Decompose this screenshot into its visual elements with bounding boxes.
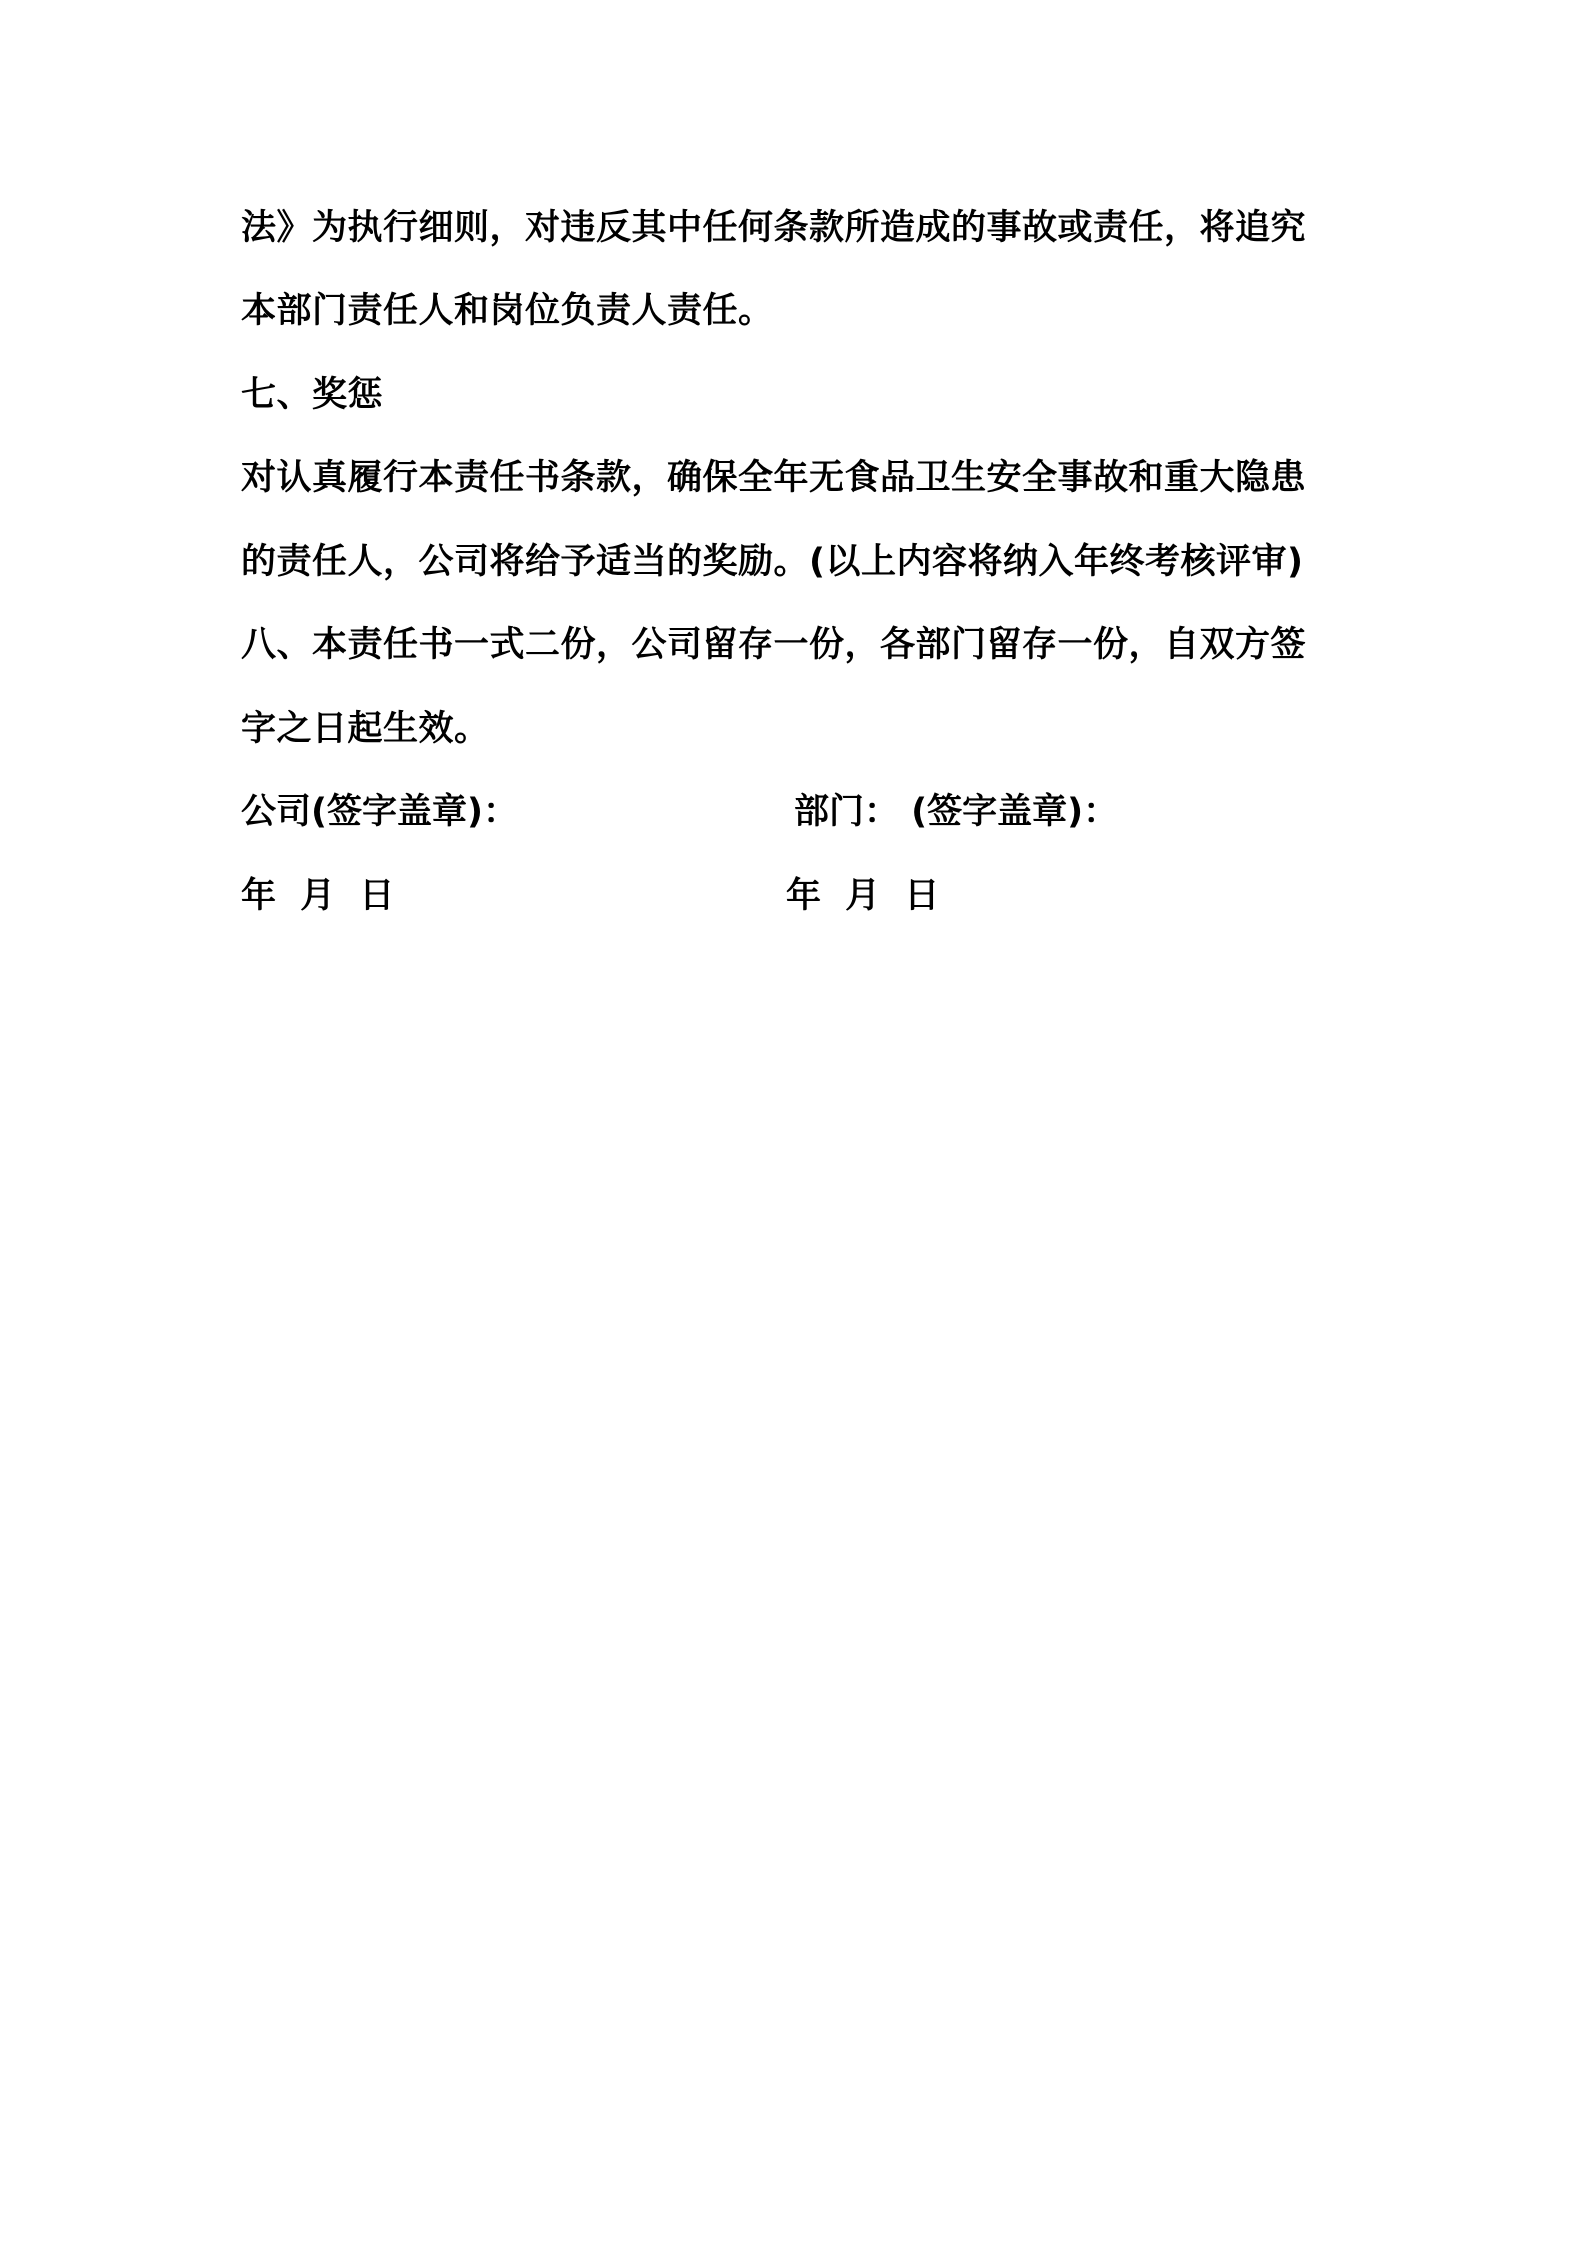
paragraph-line-4: 对认真履行本责任书条款，确保全年无食品卫生安全事故和重大隐患 xyxy=(241,458,1307,498)
paragraph-line-2: 本部门责任人和岗位负责人责任。 xyxy=(241,291,774,331)
department-signature-label: 部门： (签字盖章)： xyxy=(794,792,1119,832)
company-signature-label: 公司(签字盖章)： xyxy=(241,792,518,832)
department-date-line: 年 月 日 xyxy=(786,876,940,916)
paragraph-line-5: 的责任人，公司将给予适当的奖励。(以上内容将纳入年终考核评审) xyxy=(241,542,1304,582)
section-heading-rewards: 七、奖惩 xyxy=(241,375,384,415)
paragraph-line-6: 八、本责任书一式二份，公司留存一份，各部门留存一份，自双方签 xyxy=(241,625,1307,665)
paragraph-line-7: 字之日起生效。 xyxy=(241,709,490,749)
paragraph-line-1: 法》为执行细则，对违反其中任何条款所造成的事故或责任，将追究 xyxy=(241,208,1307,248)
company-date-line: 年 月 日 xyxy=(241,876,395,916)
